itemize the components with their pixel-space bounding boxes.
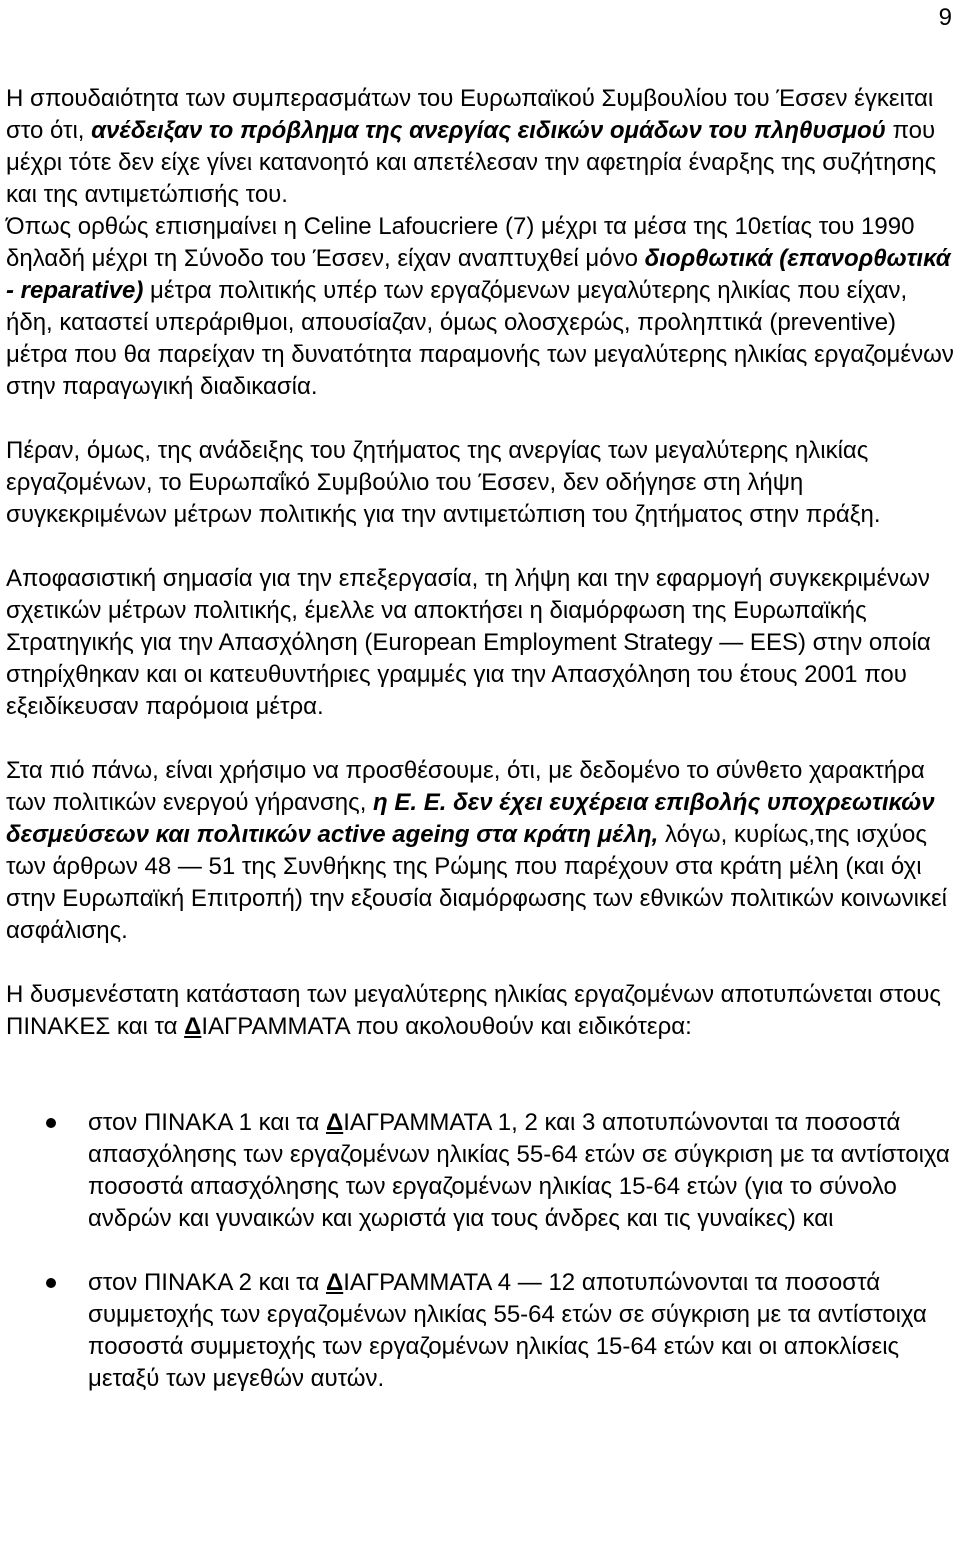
- list-item: [6, 1267, 956, 1395]
- text: ΙΑΓΡΑΜΜΑΤΑ 4 — 12 αποτυπώνονται τα ποσοστά συμμετοχής των εργαζομένων ηλικίας 55-64 ετών σε σύγκριση με τα αντίστοιχα ποσοστά συμμετοχής των εργαζομένων ηλικίας 15-64 ετών και οι αποκλίσεις μεταξύ των μεγεθών αυτών.: [88, 1269, 927, 1392]
- underlined-letter: Δ: [184, 1013, 202, 1040]
- text: μέτρα πολιτικής υπέρ των εργαζόμενων μεγαλύτερης ηλικίας που είχαν, ήδη, καταστεί υπεράριθμοι, απουσίαζαν, όμως ολοσχερώς, προληπτικά (preventive) μέτρα που θα παρείχαν τη δυνατότητα παραμονής των μεγαλύτερης ηλικίας εργαζομένων στην παραγωγική διαδικασία.: [6, 277, 954, 400]
- text: στον ΠΙΝΑΚΑ 1 και τα: [88, 1109, 326, 1136]
- text: Η δυσμενέστατη κατάσταση των μεγαλύτερης ηλικίας εργαζομένων αποτυπώνεται στους ΠΙΝΑΚΕΣ και τα: [6, 981, 941, 1040]
- paragraph-essen-significance: [6, 83, 956, 211]
- paragraph-ees: Αποφασιστική σημασία για την επεξεργασία, τη λήψη και την εφαρμογή συγκεκριμένων σχετικών μέτρων πολιτικής, έμελλε να αποκτήσει η διαμόρφωση της Ευρωπαϊκής Στρατηγικής για την Απασχόληση (European Employment Strategy — EES) στην οποία στηρίχθηκαν και οι κατευθυντήριες γραμμές για την Απασχόληση του έτους 2001 που εξειδίκευσαν παρόμοια μέτρα.: [6, 565, 931, 720]
- page-number: 9: [938, 4, 952, 31]
- text: Όπως ορθώς επισημαίνει η Celine Lafoucriere (7) μέχρι τα μέσα της 10ετίας του 1990 δηλαδή μέχρι τη Σύνοδο του Έσσεν, είχαν αναπτυχθεί μόνο: [6, 213, 915, 272]
- text: Η σπουδαιότητα των συμπερασμάτων του Ευρωπαϊκού Συμβουλίου του Έσσεν έγκειται στο ότι,: [6, 85, 934, 144]
- paragraph-tables-intro: [6, 979, 956, 1043]
- emphasis-text: ανέδειξαν το πρόβλημα της ανεργίας ειδικών ομάδων του πληθυσμού: [91, 117, 886, 144]
- text: που μέχρι τότε δεν είχε γίνει κατανοητό και απετέλεσαν την αφετηρία έναρξης της συζήτησης και της αντιμετώπισής του.: [6, 117, 937, 208]
- paragraph-lafoucriere: [6, 211, 956, 403]
- list-item: [6, 1107, 956, 1235]
- emphasis-text: η Ε. Ε. δεν έχει ευχέρεια επιβολής υποχρεωτικών δεσμεύσεων και πολιτικών active ageing στα κράτη μέλη,: [6, 789, 935, 848]
- text: ΙΑΓΡΑΜΜΑΤΑ που ακολουθούν και ειδικότερα:: [201, 1013, 692, 1040]
- text: στον ΠΙΝΑΚΑ 2 και τα: [88, 1269, 326, 1296]
- bullet-icon: [46, 1278, 56, 1288]
- text: ΙΑΓΡΑΜΜΑΤΑ 1, 2 και 3 αποτυπώνονται τα ποσοστά απασχόλησης των εργαζομένων ηλικίας 55-64 ετών σε σύγκριση με τα αντίστοιχα ποσοστά απασχόλησης των εργαζομένων ηλικίας 15-64 ετών (για το σύνολο ανδρών και γυναικών και χωριστά για τους άνδρες και τις γυναίκες) και: [88, 1109, 950, 1232]
- text: Στα πιό πάνω, είναι χρήσιμο να προσθέσουμε, ότι, με δεδομένο το σύνθετο χαρακτήρα των πολιτικών ενεργού γήρανσης,: [6, 757, 925, 816]
- emphasis-text: διορθωτικά (επανορθωτικά - reparative): [6, 245, 951, 304]
- document-body: [6, 83, 956, 1395]
- bullet-list: [6, 1107, 956, 1395]
- text: λόγω, κυρίως,της ισχύος των άρθρων 48 — 51 της Συνθήκης της Ρώμης που παρέχουν στα κράτη μέλη (και όχι στην Ευρωπαϊκή Επιτροπή) την εξουσία διαμόρφωσης των εθνικών πολιτικών κοινωνικεί ασφάλισης.: [6, 821, 947, 944]
- bullet-icon: [46, 1118, 56, 1128]
- underlined-letter: Δ: [325, 1109, 344, 1136]
- paragraph-active-ageing: [6, 755, 956, 947]
- underlined-letter: Δ: [325, 1269, 344, 1296]
- paragraph-essen-outcome: Πέραν, όμως, της ανάδειξης του ζητήματος της ανεργίας των μεγαλύτερης ηλικίας εργαζομένων, το Ευρωπαΐκό Συμβούλιο του Έσσεν, δεν οδήγησε στη λήψη συγκεκριμένων μέτρων πολιτικής για την αντιμετώπιση του ζητήματος στην πράξη.: [6, 437, 881, 528]
